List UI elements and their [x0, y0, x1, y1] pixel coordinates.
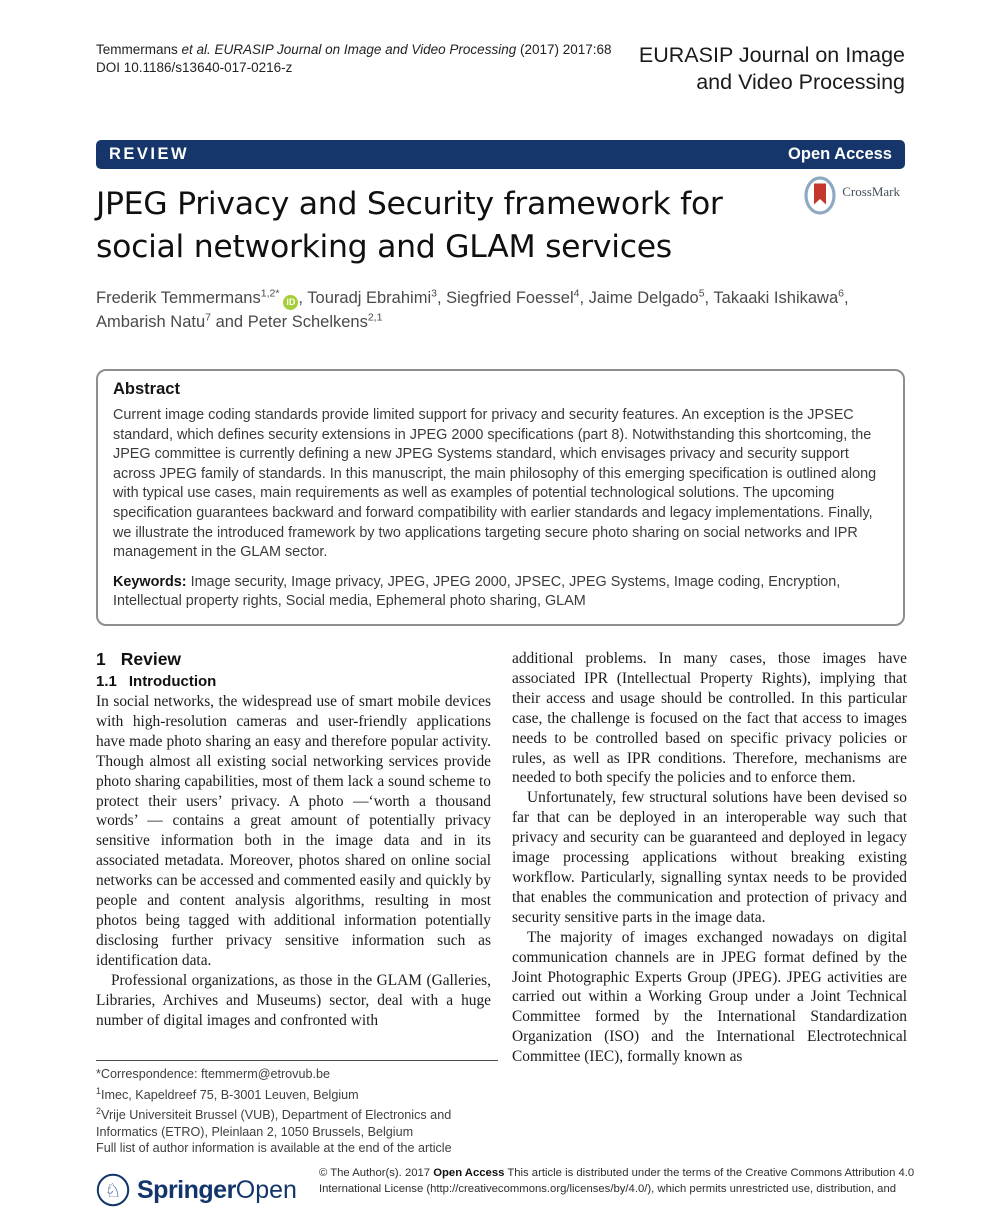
- author-affiliation-marker: 5: [698, 287, 705, 300]
- journal-name-line1: EURASIP Journal on Image: [638, 43, 905, 67]
- logo-open-text: Open: [235, 1175, 297, 1204]
- citation-block: [96, 41, 612, 77]
- springer-open-logo: [96, 1173, 297, 1207]
- article-type-label: REVIEW: [109, 145, 190, 163]
- left-column: [96, 649, 491, 1067]
- affiliation-1: [96, 1083, 498, 1104]
- author-name: Siegfried Foessel: [446, 289, 574, 307]
- right-column: [512, 649, 907, 1067]
- subsection-number: 1.1: [96, 673, 117, 690]
- license-text: [319, 1166, 914, 1197]
- journal-name: [639, 42, 905, 96]
- correspondence-label: *Correspondence:: [96, 1067, 202, 1081]
- correspondence-line: [96, 1066, 498, 1083]
- section-number: 1: [96, 649, 106, 669]
- author-name: Ambarish Natu: [96, 313, 206, 331]
- journal-name-line2: and Video Processing: [696, 70, 905, 94]
- author-affiliation-marker: 7: [205, 311, 211, 324]
- citation-journal-italic: et al. EURASIP Journal on Image and Video Processing: [181, 42, 517, 57]
- author-affiliation-marker: 6: [838, 287, 844, 300]
- license-line2: International License (http://creativecommons.org/licenses/by/4.0/), which permits unrestricted use, distribution, and: [318, 1182, 897, 1195]
- orcid-icon[interactable]: iD: [283, 295, 298, 310]
- keywords-label: Keywords:: [113, 573, 187, 590]
- svg-text:♘: ♘: [104, 1180, 122, 1202]
- paragraph: Unfortunately, few structural solutions have been devised so far that can be deployed in an interoperable way such that privacy and security can be guaranteed and deployed in legacy image processing applications without breaking existing workflow. Particularly, signalling syntax needs to be provided that enables the communication and protection of privacy and security sensitive parts in the image data.: [512, 789, 907, 926]
- footnotes-block: [96, 1060, 498, 1157]
- abstract-text: Current image coding standards provide limited support for privacy and security features. An exception is the JPSEC standard, which defines security extensions in JPEG 2000 specifications (part 8). Notwithstanding this shortcoming, the JPEG committee is currently defining a new JPEG Systems standard, which envisages privacy and security support across JPEG family of standards. In this manuscript, the main philosophy of this emerging specification is outlined along with typical use cases, main requirements as well as examples of potential technological solutions. The upcoming specification guarantees backward and forward compatibility with earlier standards and legacy implementations. Finally, we illustrate the introduced framework by two applications targeting secure photo sharing on social networks and IPR management in the GLAM sector.: [113, 407, 877, 561]
- affiliation-1-text: Imec, Kapeldreef 75, B-3001 Leuven, Belgium: [101, 1087, 359, 1102]
- paragraph: Professional organizations, as those in the GLAM (Galleries, Libraries, Archives and Museums) sector, deal with a huge number of digital images and confronted with: [96, 971, 491, 1029]
- subsection-heading: [96, 673, 491, 690]
- article-title: [96, 183, 856, 269]
- author-name: Touradj Ebrahimi: [307, 289, 432, 307]
- citation-authors: Temmermans: [96, 42, 182, 57]
- license-line1-pre: © The Author(s). 2017: [318, 1167, 434, 1179]
- affiliation-1-marker: 1: [96, 1085, 102, 1096]
- author-name: Takaaki Ishikawa: [713, 289, 839, 307]
- section-heading: [96, 649, 491, 670]
- author-affiliation-marker: 2,1: [367, 311, 383, 324]
- license-line1: [319, 1166, 914, 1182]
- article-title-line2: social networking and GLAM services: [96, 229, 672, 265]
- subsection-title: Introduction: [128, 673, 217, 690]
- license-line1-post: This article is distributed under the terms of the Creative Commons Attribution 4.0: [504, 1167, 915, 1179]
- affiliation-2: [96, 1103, 498, 1140]
- affiliation-2-marker: 2: [96, 1106, 102, 1117]
- page-footer: [96, 1166, 915, 1207]
- author-name: Frederik Temmermans: [96, 289, 261, 307]
- doi-text: DOI 10.1186/s13640-017-0216-z: [96, 60, 293, 75]
- section-title: Review: [120, 649, 182, 669]
- article-title-line1: JPEG Privacy and Security framework for: [96, 186, 723, 222]
- author-affiliation-marker: 1,2*: [260, 287, 280, 300]
- citation-line: [96, 41, 612, 59]
- keywords-text: Image security, Image privacy, JPEG, JPEG 2000, JPSEC, JPEG Systems, Image coding, Encryption, Intellectual property rights, Social media, Ephemeral photo sharing, GLAM: [113, 573, 841, 610]
- author-affiliation-marker: 4: [573, 287, 580, 300]
- license-line1-openaccess: Open Access: [433, 1167, 505, 1179]
- logo-springer-text: Springer: [137, 1175, 236, 1204]
- open-access-label: Open Access: [788, 145, 892, 163]
- springer-open-wordmark: [137, 1176, 297, 1205]
- citation-year: (2017) 2017:68: [516, 42, 612, 57]
- author-name: Jaime Delgado: [588, 289, 699, 307]
- abstract-box: [96, 369, 905, 626]
- author-list: Frederik Temmermans$^{1,2*}$iD , Touradj Ebrahimi$^3$, Siegfried Foessel$^4$, Jaime Delgado$^5$, Takaaki Ishikawa$^6$, Ambarish Natu$^7$ and Peter Schelkens$^{2,1}$: [96, 287, 849, 331]
- springer-horse-icon: [96, 1173, 130, 1207]
- affiliation-2-text: Vrije Universiteit Brussel (VUB), Department of Electronics and Informatics (ETRO), Pleinlaan 2, 1050 Brussels, Belgium: [96, 1108, 452, 1139]
- paragraph: In social networks, the widespread use of smart mobile devices with high-resolution cameras and user-friendly applications have made photo sharing an easy and therefore popular activity. Though almost all existing social networking services provide photo sharing capabilities, most of them lack a sound scheme to protect their users’ privacy. A photo —‘worth a thousand words’ — contains a great amount of potentially privacy sensitive information both in the image data and in its associated metadata. Moreover, photos shared on online social networks can be accessed and commented easily and quickly by people and content analysis algorithms, resulting in most photos being tagged with additional information potentially disclosing further privacy sensitive information such as identification data.: [96, 693, 491, 969]
- paragraph: additional problems. In many cases, those images have associated IPR (Intellectual Property Rights), implying that their access and usage should be controlled. In this particular case, the challenge is focused on the fact that access to images needs to be controlled based on specific privacy policies or rules, as well as IPR conditions. Therefore, mechanisms are needed to both specify the policies and to enforce them.: [512, 650, 907, 787]
- body-columns: [96, 649, 908, 1067]
- keywords-line: [113, 573, 888, 612]
- abstract-heading: Abstract: [113, 380, 180, 398]
- article-type-banner: [96, 140, 905, 169]
- correspondence-email-link[interactable]: ftemmerm@etrovub.be: [201, 1067, 330, 1081]
- paragraph: The majority of images exchanged nowadays on digital communication channels are in JPEG format defined by the Joint Photographic Experts Group (JPEG). JPEG activities are carried out within a Working Group under a Joint Technical Committee formed by the International Standardization Organization (ISO) and the International Electrotechnical Committee (IEC), formally known as: [512, 928, 907, 1066]
- crossmark-label: CrossMark: [842, 184, 900, 199]
- author-name: Peter Schelkens: [247, 313, 368, 331]
- author-affiliation-marker: 3: [431, 287, 437, 300]
- author-info-note: Full list of author information is available at the end of the article: [96, 1141, 452, 1156]
